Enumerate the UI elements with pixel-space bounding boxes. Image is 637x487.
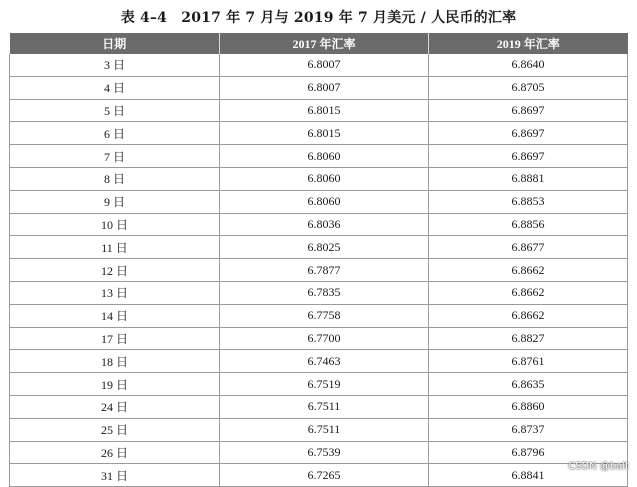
cell-2019-rate: 6.8662 — [429, 259, 628, 282]
cell-2017-rate: 6.7463 — [220, 350, 429, 373]
table-row — [10, 54, 628, 76]
table-row — [10, 122, 628, 145]
cell-date: 11 日 — [10, 236, 220, 259]
cell-2019-rate: 6.8640 — [429, 54, 628, 76]
cell-date: 17 日 — [10, 327, 220, 350]
table-header-row — [10, 33, 628, 54]
table-row — [10, 236, 628, 259]
cell-2019-rate: 6.8697 — [429, 122, 628, 145]
table-row — [10, 327, 628, 350]
cell-2019-rate: 6.8662 — [429, 281, 628, 304]
table-row — [10, 281, 628, 304]
cell-2019-rate: 6.8841 — [429, 464, 628, 487]
cell-2019-rate: 6.8697 — [429, 99, 628, 122]
watermark: CSDN @balt — [568, 461, 629, 472]
cell-2019-rate: 6.8860 — [429, 395, 628, 418]
table-body — [10, 54, 628, 487]
cell-2017-rate: 6.7835 — [220, 281, 429, 304]
cell-2017-rate: 6.8015 — [220, 99, 429, 122]
cell-date: 7 日 — [10, 145, 220, 168]
cell-2019-rate: 6.8796 — [429, 441, 628, 464]
cell-2019-rate: 6.8827 — [429, 327, 628, 350]
cell-date: 4 日 — [10, 76, 220, 99]
cell-2017-rate: 6.8025 — [220, 236, 429, 259]
cell-2019-rate: 6.8662 — [429, 304, 628, 327]
cell-2019-rate: 6.8677 — [429, 236, 628, 259]
cell-2017-rate: 6.8007 — [220, 76, 429, 99]
cell-date: 31 日 — [10, 464, 220, 487]
exchange-rate-table — [9, 33, 628, 487]
table-row — [10, 167, 628, 190]
cell-date: 8 日 — [10, 167, 220, 190]
cell-2017-rate: 6.8015 — [220, 122, 429, 145]
cell-date: 26 日 — [10, 441, 220, 464]
cell-2017-rate: 6.8060 — [220, 167, 429, 190]
cell-date: 13 日 — [10, 281, 220, 304]
cell-date: 6 日 — [10, 122, 220, 145]
table-row — [10, 304, 628, 327]
exchange-rate-table-container — [9, 33, 627, 487]
cell-date: 10 日 — [10, 213, 220, 236]
cell-date: 18 日 — [10, 350, 220, 373]
cell-2017-rate: 6.7265 — [220, 464, 429, 487]
cell-date: 24 日 — [10, 395, 220, 418]
column-header-date: 日期 — [10, 33, 220, 54]
page-title: 表 4–4 2017 年 7 月与 2019 年 7 月美元 / 人民币的汇率 — [120, 10, 517, 26]
table-row — [10, 259, 628, 282]
cell-2019-rate: 6.8737 — [429, 418, 628, 441]
cell-2019-rate: 6.8853 — [429, 190, 628, 213]
table-row — [10, 76, 628, 99]
cell-2017-rate: 6.7877 — [220, 259, 429, 282]
cell-date: 19 日 — [10, 373, 220, 396]
table-row — [10, 190, 628, 213]
cell-2017-rate: 6.7511 — [220, 395, 429, 418]
cell-2019-rate: 6.8705 — [429, 76, 628, 99]
cell-2019-rate: 6.8635 — [429, 373, 628, 396]
cell-2017-rate: 6.8036 — [220, 213, 429, 236]
table-row — [10, 395, 628, 418]
cell-2019-rate: 6.8697 — [429, 145, 628, 168]
cell-date: 3 日 — [10, 54, 220, 76]
cell-date: 12 日 — [10, 259, 220, 282]
cell-2017-rate: 6.7519 — [220, 373, 429, 396]
table-row — [10, 213, 628, 236]
table-row — [10, 145, 628, 168]
cell-2017-rate: 6.7700 — [220, 327, 429, 350]
column-header-2017-rate: 2017 年汇率 — [220, 33, 429, 54]
cell-2017-rate: 6.8060 — [220, 190, 429, 213]
cell-2017-rate: 6.8007 — [220, 54, 429, 76]
cell-date: 25 日 — [10, 418, 220, 441]
cell-2019-rate: 6.8761 — [429, 350, 628, 373]
table-row — [10, 441, 628, 464]
table-row — [10, 464, 628, 487]
column-header-2019-rate: 2019 年汇率 — [429, 33, 628, 54]
cell-2017-rate: 6.8060 — [220, 145, 429, 168]
cell-2017-rate: 6.7758 — [220, 304, 429, 327]
table-row — [10, 350, 628, 373]
cell-2019-rate: 6.8856 — [429, 213, 628, 236]
table-row — [10, 418, 628, 441]
cell-2017-rate: 6.7511 — [220, 418, 429, 441]
cell-date: 9 日 — [10, 190, 220, 213]
table-row — [10, 373, 628, 396]
cell-date: 14 日 — [10, 304, 220, 327]
cell-date: 5 日 — [10, 99, 220, 122]
cell-2017-rate: 6.7539 — [220, 441, 429, 464]
cell-2019-rate: 6.8881 — [429, 167, 628, 190]
table-row — [10, 99, 628, 122]
